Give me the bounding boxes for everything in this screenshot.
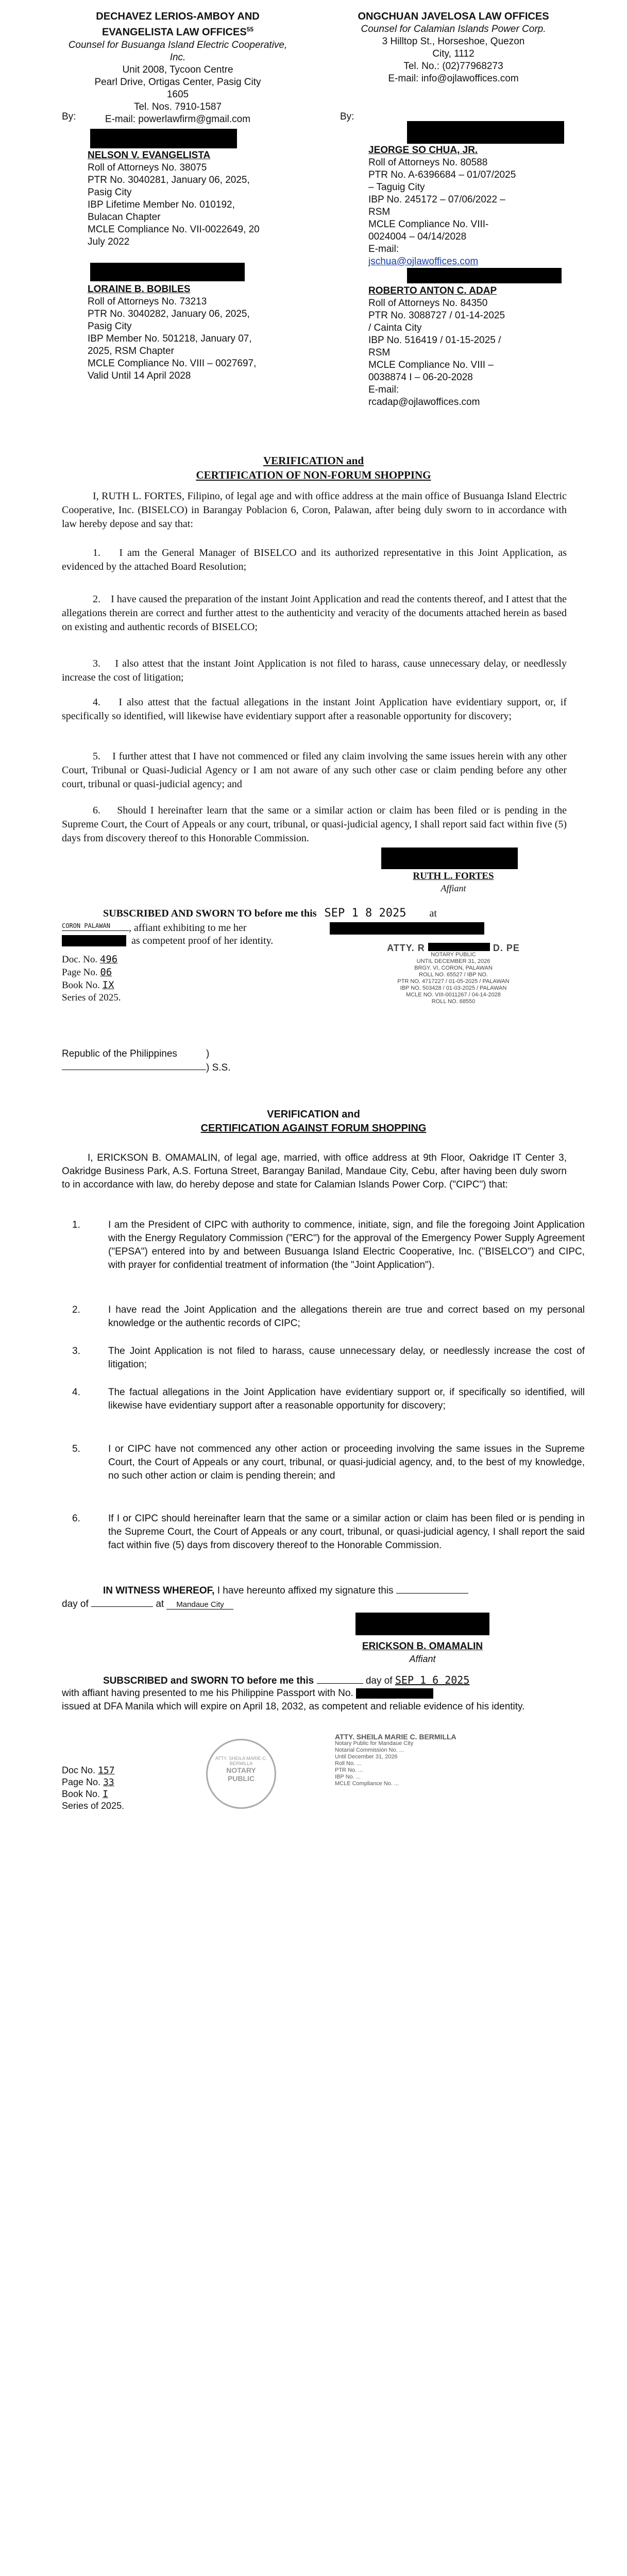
verification1-item: 6. Should I hereinafter learn that the same or a similar action or claim has been filed or is pending in the Supreme Court, the Court of Appeals or any court, tribunal, or quasi-judicial agency, I shall report said fact within five (5) days from discovery thereof to this Honorable Commission. (62, 805, 567, 844)
blank-line (62, 930, 129, 931)
notary-stamp: ATTY. SHEILA MARIE C. BERMILLA Notary Public for Mandaue City Notarial Commission No. ... Until December 31, 2026 Roll No. ... PTR No. ... IBP No. ... MCLE Compliance No. ... (335, 1733, 456, 1787)
left-firm-tel: Tel. Nos. 7910-1587 (133, 101, 222, 112)
by-label-left: By: (62, 111, 76, 122)
left-firm-address-1: Unit 2008, Tycoon Centre (122, 64, 233, 75)
redacted-id (356, 1688, 433, 1699)
day-of-line: day of at Mandaue City (62, 1599, 233, 1610)
verification2-item: 6. If I or CIPC should hereinafter learn that the same or a similar action or claim has been filed or is pending in the Supreme Court, the Court of Appeals or any court, tribunal, or quasi-judicial agency, I shall report the said fact within five (5) days from discovery thereof to the Honorable Commission. (72, 1513, 585, 1551)
redacted-signature (381, 848, 518, 869)
right-firm-address-2: City, 1112 (432, 48, 475, 59)
passport-line: with affiant having presented to me his Philippine Passport with No. (62, 1687, 567, 1700)
date-stamp: SEP 1 8 2025 (324, 907, 406, 920)
lawyer-block (368, 144, 574, 268)
place-field: Mandaue City (166, 1600, 233, 1609)
lawyer-detail: Roll of Attorneys No. 38075 (88, 162, 207, 173)
verification1-item: 1. I am the General Manager of BISELCO and its authorized representative in this Joint Application, as evidenced by the attached Board Resolution; (62, 547, 567, 572)
redacted-signature (407, 268, 562, 283)
witness-line: IN WITNESS WHEREOF, I have hereunto affixed my signature this (62, 1584, 567, 1598)
lawyer-detail: Valid Until 14 April 2028 (88, 370, 191, 381)
lawyer-block (368, 285, 574, 409)
lawyer-detail: Pasig City (88, 187, 132, 198)
right-firm-tel: Tel. No.: (02)77968273 (403, 61, 503, 72)
verification2-intro: I, ERICKSON B. OMAMALIN, of legal age, married, with office address at 9th Floor, Oakridge IT Center 3, Oakridge Business Park, A.S. Fortuna Street, Barangay Banilad, Mandaue City, Cebu, after having been duly sworn to in accordance with law, do hereby depose and state for Calamian Islands Power Corp. ("CIPC") that: (62, 1153, 567, 1190)
right-firm-address-1: 3 Hilltop St., Horseshoe, Quezon (382, 36, 525, 47)
lawyer-detail: IBP No. 516419 / 01-15-2025 / (368, 335, 501, 346)
lawyer-detail: / Cainta City (368, 323, 422, 333)
lawyer-detail: 0024004 – 04/14/2028 (368, 231, 467, 242)
by-label-right: By: (340, 111, 354, 122)
lawyer-detail: PTR No. 3040281, January 06, 2025, (88, 175, 250, 185)
lawyer-email[interactable]: rcadap@ojlawoffices.com (368, 397, 480, 408)
left-firm-role: Counsel for Busuanga Island Electric Cooperative, Inc. (68, 39, 287, 63)
redacted-id (330, 922, 484, 935)
right-firm-name: ONGCHUAN JAVELOSA LAW OFFICES (358, 11, 549, 22)
lawyer-detail: MCLE Compliance No. VIII – (368, 360, 494, 370)
lawyer-detail: RSM (368, 207, 391, 217)
verification1-intro: I, RUTH L. FORTES, Filipino, of legal age and with office address at the main office of Busuanga Island Electric Cooperative, Inc. (BISELCO) in Barangay Poblacion 6, Coron, Palawan, after being duly sworn to in accordance with law hereby depose and say that: (62, 490, 567, 530)
right-firm-block (340, 10, 567, 85)
lawyer-detail: MCLE Compliance No. VIII – 0027697, (88, 358, 257, 369)
affiant-label: Affiant (409, 1654, 436, 1664)
place-stamp: CORON PALAWAN (62, 922, 110, 929)
lawyer-detail: Roll of Attorneys No. 80588 (368, 157, 488, 168)
verification2-item: 4. The factual allegations in the Joint Application have evidentiary support or, if specifically so identified, will likewise have evidentiary support after a reasonable opportunity for discovery; (72, 1387, 585, 1411)
subscribed2-line: SUBSCRIBED and SWORN TO before me this day of SEP 1 6 2025 (103, 1674, 470, 1686)
lawyer-detail: MCLE Compliance No. VIII- (368, 219, 489, 230)
verification1-item: 3. I also attest that the instant Joint Application is not filed to harass, cause unnecessary delay, or needlessly increase the cost of litigation; (62, 658, 567, 683)
verification2-item: 3. The Joint Application is not filed to harass, cause unnecessary delay, or needlessly increase the cost of litigation; (72, 1346, 585, 1370)
notarial-register: Doc. No. 496 Page No. 06 Book No. IX Series of 2025. (62, 954, 121, 1003)
lawyer-detail: E-mail: (368, 244, 399, 255)
verification2-item: 5. I or CIPC have not commenced any other action or proceeding involving the same issues in the Supreme Court, the Court of Appeals or any court, tribunal, or quasi-judicial agency, and, to the best of my knowledge, no such other action or claim is pending therein; and (72, 1444, 585, 1481)
subscribed-line: SUBSCRIBED AND SWORN TO before me this SEP 1 8 2025 at (103, 907, 437, 920)
republic-line: Republic of the Philippines (62, 1048, 177, 1059)
redacted-signature (90, 129, 237, 148)
exhibit-line: , affiant exhibiting to me her (129, 922, 247, 934)
lawyer-detail: – Taguig City (368, 182, 425, 193)
lawyer-block (88, 149, 304, 248)
verification2-item: 1. I am the President of CIPC with authority to commence, initiate, sign, and file the foregoing Joint Application with the Energy Regulatory Commission ("ERC") for the approval of the Emergency Power Supply Agreement ("EPSA") entered into by and between Busuanga Island Electric Cooperative, Inc. ("BISELCO") and CIPC, with prayer for confidential treatment of information (the "Joint Application"). (72, 1219, 585, 1270)
left-firm-address-3: 1605 (166, 89, 189, 100)
notary-stamp: ATTY. R D. PE NOTARY PUBLIC UNTIL DECEMBER 31, 2026 BRGY. VI, CORON, PALAWAN ROLL NO. 65527 / IBP NO. PTR NO. 4717227 / 01-05-2025 / PALAWAN IBP NO. 503428 / 01-03-2025 / PALAWAN MCLE NO. VIII-0011267 / 04-14-2028 ROLL NO. 68550 (387, 943, 520, 1005)
competent-line: as competent proof of her identity. (131, 935, 274, 946)
left-firm-email: E-mail: powerlawfirm@gmail.com (105, 113, 251, 125)
lawyer-detail: RSM (368, 347, 391, 358)
affiant-label: Affiant (440, 883, 466, 893)
verification1-item: 5. I further attest that I have not commenced or filed any claim involving the same issues herein with any other Court, Tribunal or Quasi-Judicial Agency or I am not aware of any such other case or claim pending before any other court, tribunal or quasi-judicial agency; and (62, 751, 567, 790)
affiant-name: ERICKSON B. OMAMALIN (362, 1641, 483, 1652)
lawyer-name: LORAINE B. BOBILES (88, 284, 191, 295)
redacted-id (62, 935, 126, 946)
lawyer-detail: July 2022 (88, 236, 130, 247)
redacted-signature (407, 121, 564, 144)
lawyer-detail: Bulacan Chapter (88, 212, 161, 223)
redacted-signature (355, 1613, 489, 1635)
lawyer-detail: IBP No. 245172 – 07/06/2022 – (368, 194, 505, 205)
lawyer-detail: Roll of Attorneys No. 73213 (88, 296, 207, 307)
verification1-item: 2. I have caused the preparation of the instant Joint Application and read the contents thereof, and I attest that the allegations therein are correct and further attest to the authenticity and veracity of the documents attached herein as based on existing and authentic records of BISELCO; (62, 594, 567, 633)
verification2-item: 2. I have read the Joint Application and the allegations therein are true and correct based on my personal knowledge or the authentic records of CIPC; (72, 1304, 585, 1329)
right-firm-email: E-mail: info@ojlawoffices.com (388, 73, 519, 84)
lawyer-detail: E-mail: (368, 384, 399, 395)
verification1-title: VERIFICATION and CERTIFICATION OF NON-FORUM SHOPPING (196, 454, 431, 481)
right-firm-role: Counsel for Calamian Islands Power Corp. (361, 24, 546, 35)
lawyer-detail: PTR No. 3088727 / 01-14-2025 (368, 310, 505, 321)
lawyer-name: ROBERTO ANTON C. ADAP (368, 285, 497, 296)
lawyer-detail: PTR No. A-6396684 – 01/07/2025 (368, 170, 516, 180)
lawyer-detail: 2025, RSM Chapter (88, 346, 174, 357)
verification2-title: VERIFICATION and CERTIFICATION AGAINST FORUM SHOPPING (200, 1109, 427, 1134)
lawyer-detail: MCLE Compliance No. VII-0022649, 20 (88, 224, 260, 235)
lawyer-detail: Roll of Attorneys No. 84350 (368, 298, 488, 309)
notarial-register: Doc No. 157 Page No. 33 Book No. I Series of 2025. (62, 1765, 125, 1811)
lawyer-detail: IBP Member No. 501218, January 07, (88, 333, 252, 344)
lawyer-detail: 0038874 I – 06-20-2028 (368, 372, 473, 383)
lawyer-detail: PTR No. 3040282, January 06, 2025, (88, 309, 250, 319)
republic-paren: ) (206, 1048, 210, 1059)
left-firm-address-2: Pearl Drive, Ortigas Center, Pasig City (94, 76, 261, 88)
ss-label: ) S.S. (206, 1062, 231, 1073)
date-stamp: SEP 1 6 2025 (395, 1674, 470, 1686)
lawyer-name: NELSON V. EVANGELISTA (88, 150, 211, 161)
lawyer-detail: Pasig City (88, 321, 132, 332)
lawyer-block (88, 283, 304, 382)
affiant-name: RUTH L. FORTES (413, 871, 494, 882)
left-firm-block (62, 10, 294, 126)
issued-line: issued at DFA Manila which will expire on April 18, 2032, as competent and reliable evidence of his identity. (62, 1701, 525, 1712)
lawyer-name: JEORGE SO CHUA, JR. (368, 145, 478, 156)
redacted-signature (90, 263, 245, 281)
lawyer-detail: IBP Lifetime Member No. 010192, (88, 199, 235, 210)
verification1-item: 4. I also attest that the factual allegations in the instant Joint Application have evidentiary support, or, if specifically so identified, will likewise have evidentiary support after a reasonable opportunity for discovery; (62, 697, 567, 722)
lawyer-email[interactable]: jschua@ojlawoffices.com (368, 256, 479, 267)
notary-seal: ATTY. SHEILA MARIE C. BERMILLA NOTARY PUBLIC (206, 1739, 276, 1809)
left-firm-name: DECHAVEZ LERIOS-AMBOY AND EVANGELISTA LAW OFFICES$^{55}$ (96, 11, 260, 38)
